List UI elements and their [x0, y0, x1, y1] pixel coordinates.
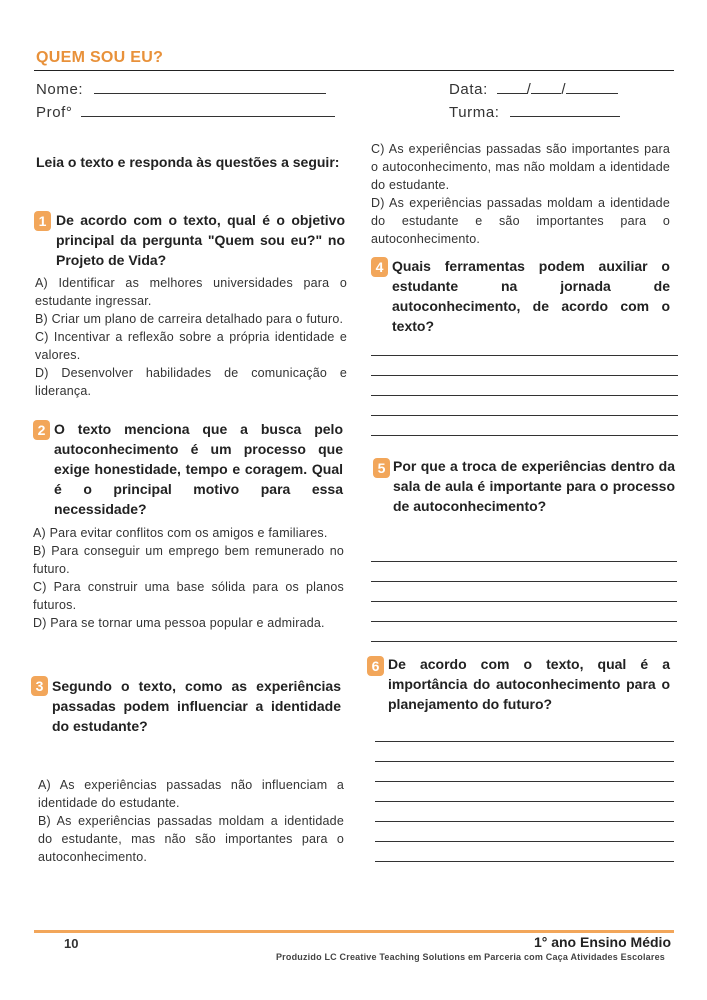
option[interactable]: D) Desenvolver habilidades de comunicação e liderança.: [35, 366, 347, 398]
question-2-options: [33, 524, 344, 632]
date-month-line[interactable]: [531, 81, 561, 94]
option[interactable]: B) Criar um plano de carreira detalhado para o futuro.: [35, 312, 344, 326]
answer-line[interactable]: [371, 582, 677, 602]
class-field[interactable]: [449, 104, 620, 121]
page-title: QUEM SOU EU?: [36, 49, 164, 66]
question-3-text: Segundo o texto, como as experiências passadas podem influenciar a identidade do estudante?: [52, 678, 341, 734]
class-label: Turma:: [449, 104, 500, 121]
footer-credit: Produzido LC Creative Teaching Solutions em Parceria com Caça Atividades Escolares: [275, 952, 665, 962]
answer-line[interactable]: [371, 602, 677, 622]
question-4-answer-lines[interactable]: [371, 336, 678, 436]
question-5-text: Por que a troca de experiências dentro da sala de aula é importante para o processo de autoconhecimento?: [393, 458, 675, 514]
question-5-answer-lines[interactable]: [371, 542, 677, 642]
answer-line[interactable]: [371, 562, 677, 582]
question-1-text: De acordo com o texto, qual é o objetivo principal da pergunta "Quem sou eu?" no Projeto de Vida?: [56, 212, 345, 268]
teacher-line[interactable]: [81, 104, 335, 117]
date-year-line[interactable]: [566, 81, 618, 94]
grade-label: 1° ano Ensino Médio: [533, 934, 671, 950]
answer-line[interactable]: [375, 742, 674, 762]
teacher-field[interactable]: [36, 104, 335, 121]
answer-line[interactable]: [375, 822, 674, 842]
question-3-options-left: [38, 776, 344, 866]
answer-line[interactable]: [371, 336, 678, 356]
option[interactable]: A) As experiências passadas não influenciam a identidade do estudante.: [38, 778, 344, 810]
answer-line[interactable]: [371, 356, 678, 376]
question-number-badge: 5: [373, 458, 390, 478]
name-field[interactable]: [36, 81, 326, 98]
answer-line[interactable]: [375, 762, 674, 782]
date-separator: /: [561, 81, 567, 98]
question-number-badge: 3: [31, 676, 48, 696]
option[interactable]: A) Para evitar conflitos com os amigos e familiares.: [33, 526, 328, 540]
question-4-text: Quais ferramentas podem auxiliar o estudante na jornada de autoconhecimento, de acordo com o texto?: [392, 258, 670, 334]
option[interactable]: A) Identificar as melhores universidades para o estudante ingressar.: [35, 276, 347, 308]
class-line[interactable]: [510, 104, 620, 117]
answer-line[interactable]: [371, 396, 678, 416]
option[interactable]: C) Incentivar a reflexão sobre a própria identidade e valores.: [35, 330, 347, 362]
question-number-badge: 1: [34, 211, 51, 231]
question-number-badge: 4: [371, 257, 388, 277]
question-3-options-right: [371, 140, 670, 248]
answer-line[interactable]: [371, 542, 677, 562]
option[interactable]: D) Para se tornar uma pessoa popular e admirada.: [33, 616, 325, 630]
instruction-text: Leia o texto e responda às questões a seguir:: [36, 154, 340, 170]
answer-line[interactable]: [375, 802, 674, 822]
name-line[interactable]: [94, 81, 326, 94]
page-number: 10: [64, 936, 79, 951]
footer-divider: [34, 930, 674, 933]
answer-line[interactable]: [371, 622, 677, 642]
date-separator: /: [526, 81, 532, 98]
teacher-label: Prof°: [36, 104, 73, 121]
option[interactable]: C) Para construir uma base sólida para os planos futuros.: [33, 580, 344, 612]
answer-line[interactable]: [375, 782, 674, 802]
question-1-options: [35, 274, 347, 400]
header-divider: [34, 70, 674, 71]
date-day-line[interactable]: [497, 81, 527, 94]
date-label: Data:: [449, 81, 488, 98]
option[interactable]: D) As experiências passadas moldam a identidade do estudante e são importantes para o autoconhecimento.: [371, 196, 670, 246]
answer-line[interactable]: [375, 722, 674, 742]
date-field[interactable]: [449, 81, 618, 98]
answer-line[interactable]: [375, 842, 674, 862]
question-number-badge: 6: [367, 656, 384, 676]
question-6-text: De acordo com o texto, qual é a importância do autoconhecimento para o planejamento do futuro?: [388, 656, 670, 712]
question-2-text: O texto menciona que a busca pelo autoconhecimento é um processo que exige honestidade, tempo e coragem. Qual é o principal motivo para essa necessidade?: [54, 421, 343, 517]
question-number-badge: 2: [33, 420, 50, 440]
name-label: Nome:: [36, 81, 84, 98]
question-6-answer-lines[interactable]: [375, 722, 674, 862]
option[interactable]: B) As experiências passadas moldam a identidade do estudante, mas não são importantes para o autoconhecimento.: [38, 814, 344, 864]
answer-line[interactable]: [371, 376, 678, 396]
answer-line[interactable]: [371, 416, 678, 436]
option[interactable]: C) As experiências passadas são importantes para o autoconhecimento, mas não moldam a identidade do estudante.: [371, 142, 670, 192]
option[interactable]: B) Para conseguir um emprego bem remunerado no futuro.: [33, 544, 344, 576]
